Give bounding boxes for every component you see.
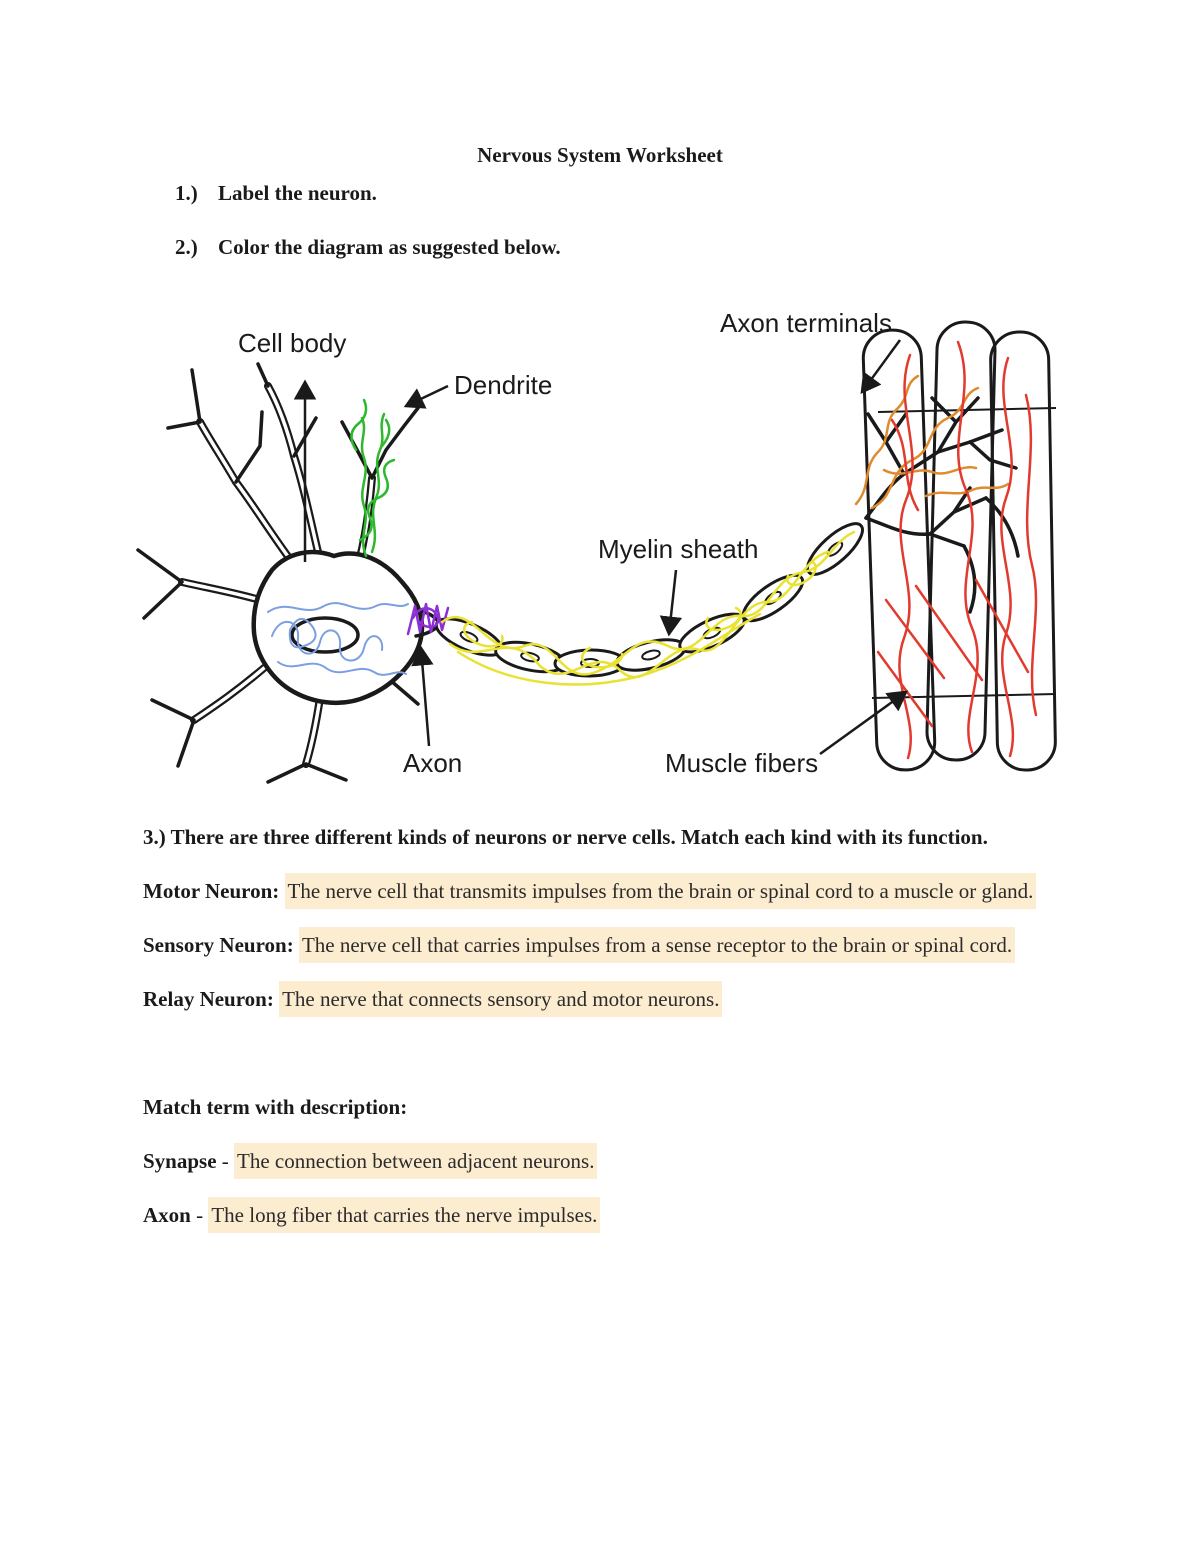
question-3-text: 3.) There are three different kinds of neurons or nerve cells. Match each kind with its function. <box>143 825 988 849</box>
synapse-dash: - <box>221 1149 229 1173</box>
muscle-fibers-arrow <box>820 692 906 754</box>
synapse-item <box>143 1134 1073 1188</box>
axon-terminals-label: Axon terminals <box>720 308 892 338</box>
relay-neuron-answer: The nerve that connects sensory and motor neurons. <box>279 981 722 1017</box>
relay-neuron-item <box>143 972 1073 1026</box>
axon-arrow <box>421 648 429 746</box>
axon-item <box>143 1188 1073 1242</box>
relay-neuron-term: Relay Neuron: <box>143 987 274 1011</box>
axon-term: Axon <box>143 1203 191 1227</box>
question-1 <box>175 180 1200 206</box>
question-2-number: 2.) <box>175 235 198 259</box>
page-title: Nervous System Worksheet <box>477 143 723 167</box>
axon-terminals-arrow <box>862 340 900 392</box>
cell-body-label: Cell body <box>238 328 347 358</box>
match-section-heading: Match term with description: <box>143 1095 408 1119</box>
muscle-fibers-label: Muscle fibers <box>665 748 819 778</box>
synapse-term: Synapse <box>143 1149 217 1173</box>
sensory-neuron-term: Sensory Neuron: <box>143 933 294 957</box>
dendrite-arrow <box>406 386 448 406</box>
motor-neuron-term: Motor Neuron: <box>143 879 280 903</box>
myelin-sheath-label: Myelin sheath <box>598 534 759 564</box>
synapse-answer: The connection between adjacent neurons. <box>234 1143 597 1179</box>
question-1-text: Label the neuron. <box>218 181 377 205</box>
question-2-text: Color the diagram as suggested below. <box>218 235 561 259</box>
axon-label: Axon <box>403 748 463 778</box>
sensory-neuron-item <box>143 918 1073 972</box>
myelin-sheath-arrow <box>669 570 676 634</box>
motor-neuron-answer: The nerve cell that transmits impulses from the brain or spinal cord to a muscle or gland. <box>285 873 1037 909</box>
dendrite-label: Dendrite <box>454 370 553 400</box>
question-1-number: 1.) <box>175 181 198 205</box>
axon-answer: The long fiber that carries the nerve impulses. <box>208 1197 600 1233</box>
sensory-neuron-answer: The nerve cell that carries impulses from a sense receptor to the brain or spinal cord. <box>299 927 1015 963</box>
motor-neuron-item <box>143 864 1073 918</box>
axon-dash: - <box>196 1203 204 1227</box>
question-2 <box>175 234 1200 260</box>
neuron-diagram <box>120 300 1080 800</box>
